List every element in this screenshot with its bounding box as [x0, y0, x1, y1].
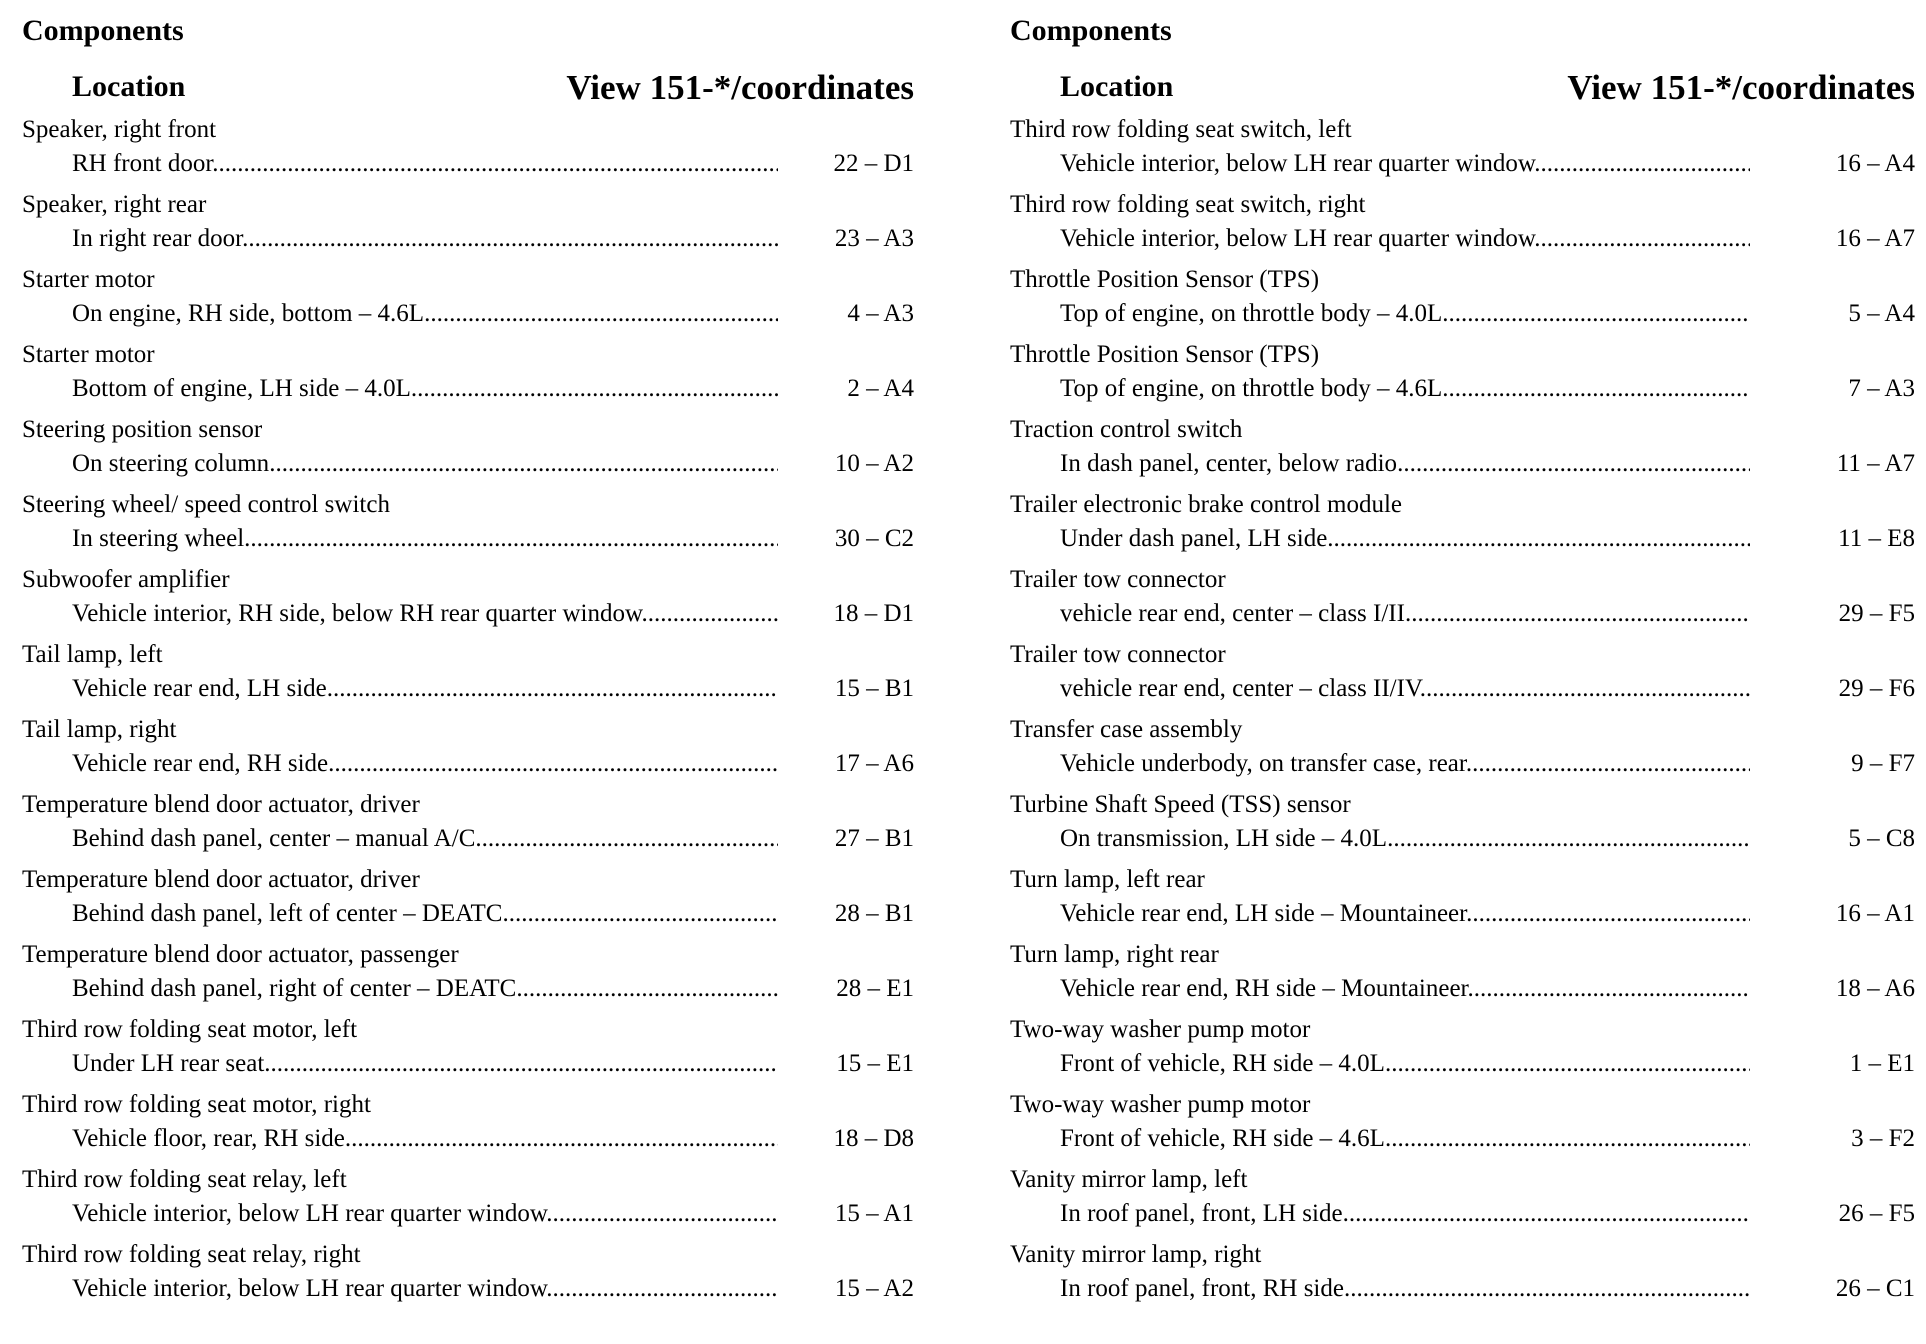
component-location: On engine, RH side, bottom – 4.6L ..... — [72, 298, 778, 330]
component-name: Traction control switch — [1010, 416, 1243, 443]
view-coordinate: 2 – A4 — [847, 375, 914, 402]
component-location: In roof panel, front, RH side ..... — [1060, 1273, 1750, 1305]
component-entry — [1010, 640, 1915, 715]
component-entry — [1010, 490, 1915, 565]
component-entry — [1010, 340, 1915, 415]
component-list — [1010, 115, 1915, 1315]
component-entry — [1010, 715, 1915, 790]
component-location: In roof panel, front, LH side ..... — [1060, 1198, 1750, 1230]
component-entry — [22, 490, 922, 565]
component-entry — [22, 1165, 922, 1240]
component-name: Third row folding seat relay, left — [22, 1166, 347, 1193]
component-location: RH front door ..... — [72, 148, 778, 180]
view-coordinate: 29 – F6 — [1838, 675, 1915, 702]
component-name: Vanity mirror lamp, left — [1010, 1166, 1248, 1193]
component-entry — [22, 115, 922, 190]
view-coordinate: 29 – F5 — [1838, 600, 1915, 627]
component-name: Throttle Position Sensor (TPS) — [1010, 341, 1320, 368]
component-location: Front of vehicle, RH side – 4.0L ..... — [1060, 1048, 1750, 1080]
component-location: Under LH rear seat ..... — [72, 1048, 778, 1080]
view-coordinate: 5 – C8 — [1848, 825, 1915, 852]
component-location: Vehicle rear end, LH side ..... — [72, 673, 778, 705]
component-entry — [1010, 1090, 1915, 1165]
component-name: Turn lamp, right rear — [1010, 941, 1219, 968]
view-coordinate: 18 – D1 — [833, 600, 914, 627]
component-entry — [22, 340, 922, 415]
component-location: Vehicle interior, below LH rear quarter window ..... — [1060, 148, 1750, 180]
component-entry — [1010, 865, 1915, 940]
component-name: Transfer case assembly — [1010, 716, 1243, 743]
component-location: Vehicle interior, below LH rear quarter window ..... — [72, 1198, 778, 1230]
component-entry — [1010, 415, 1915, 490]
component-name: Throttle Position Sensor (TPS) — [1010, 266, 1320, 293]
component-name: Steering position sensor — [22, 416, 263, 443]
section-title: Components — [1010, 14, 1172, 47]
component-name: Temperature blend door actuator, driver — [22, 866, 420, 893]
view-coordinate: 30 – C2 — [834, 525, 914, 552]
component-location: vehicle rear end, center – class I/II ..... — [1060, 598, 1750, 630]
component-location: Vehicle rear end, LH side – Mountaineer ..... — [1060, 898, 1750, 930]
component-entry — [22, 865, 922, 940]
component-name: Speaker, right rear — [22, 191, 207, 218]
view-coordinates-column-header: View 151-*/coordinates — [566, 68, 914, 107]
component-entry — [22, 715, 922, 790]
component-location: Under dash panel, LH side ..... — [1060, 523, 1750, 555]
component-location: Behind dash panel, right of center – DEATC ..... — [72, 973, 778, 1005]
component-location: In right rear door ..... — [72, 223, 778, 255]
component-name: Vanity mirror lamp, right — [1010, 1241, 1262, 1268]
component-location: Vehicle rear end, RH side ..... — [72, 748, 778, 780]
component-entry — [1010, 1165, 1915, 1240]
component-name: Third row folding seat motor, left — [22, 1016, 358, 1043]
component-entry — [1010, 115, 1915, 190]
component-entry — [22, 190, 922, 265]
view-coordinate: 9 – F7 — [1851, 750, 1915, 777]
component-name: Tail lamp, right — [22, 716, 177, 743]
component-location: Vehicle rear end, RH side – Mountaineer ..... — [1060, 973, 1750, 1005]
component-name: Turbine Shaft Speed (TSS) sensor — [1010, 791, 1351, 818]
component-name: Third row folding seat switch, right — [1010, 191, 1366, 218]
view-coordinate: 16 – A7 — [1835, 225, 1915, 252]
component-name: Speaker, right front — [22, 116, 217, 143]
component-name: Two-way washer pump motor — [1010, 1091, 1311, 1118]
view-coordinate: 16 – A4 — [1835, 150, 1915, 177]
component-name: Subwoofer amplifier — [22, 566, 230, 593]
view-coordinate: 11 – E8 — [1838, 525, 1915, 552]
component-location: In steering wheel ..... — [72, 523, 778, 555]
component-name: Third row folding seat relay, right — [22, 1241, 361, 1268]
component-name: Starter motor — [22, 266, 155, 293]
component-entry — [22, 565, 922, 640]
component-entry — [22, 640, 922, 715]
view-coordinate: 26 – C1 — [1835, 1275, 1915, 1302]
component-name: Third row folding seat motor, right — [22, 1091, 371, 1118]
component-list — [22, 115, 922, 1315]
view-coordinate: 7 – A3 — [1848, 375, 1915, 402]
view-coordinate: 16 – A1 — [1835, 900, 1915, 927]
component-entry — [22, 1015, 922, 1090]
component-location: On steering column ..... — [72, 448, 778, 480]
component-location: vehicle rear end, center – class II/IV ..... — [1060, 673, 1750, 705]
view-coordinate: 18 – A6 — [1835, 975, 1915, 1002]
component-name: Two-way washer pump motor — [1010, 1016, 1311, 1043]
component-location: Top of engine, on throttle body – 4.0L ..... — [1060, 298, 1750, 330]
view-coordinate: 28 – E1 — [836, 975, 914, 1002]
section-title: Components — [22, 14, 184, 47]
component-location: Vehicle interior, below LH rear quarter window ..... — [1060, 223, 1750, 255]
component-name: Starter motor — [22, 341, 155, 368]
component-location: On transmission, LH side – 4.0L ..... — [1060, 823, 1750, 855]
component-name: Steering wheel/ speed control switch — [22, 491, 390, 518]
component-location: Vehicle floor, rear, RH side ..... — [72, 1123, 778, 1155]
view-coordinate: 10 – A2 — [834, 450, 914, 477]
component-location: Vehicle underbody, on transfer case, rear ..... — [1060, 748, 1750, 780]
view-coordinate: 23 – A3 — [834, 225, 914, 252]
view-coordinate: 11 – A7 — [1836, 450, 1915, 477]
view-coordinate: 3 – F2 — [1851, 1125, 1915, 1152]
view-coordinate: 28 – B1 — [834, 900, 914, 927]
component-entry — [1010, 190, 1915, 265]
component-entry — [1010, 265, 1915, 340]
component-location: In dash panel, center, below radio ..... — [1060, 448, 1750, 480]
component-name: Trailer tow connector — [1010, 641, 1226, 668]
component-entry — [1010, 940, 1915, 1015]
component-entry — [1010, 565, 1915, 640]
component-name: Third row folding seat switch, left — [1010, 116, 1352, 143]
component-entry — [22, 265, 922, 340]
component-entry — [22, 790, 922, 865]
component-entry — [22, 1240, 922, 1315]
component-location: Bottom of engine, LH side – 4.0L ..... — [72, 373, 778, 405]
component-location: Behind dash panel, center – manual A/C ..... — [72, 823, 778, 855]
component-name: Temperature blend door actuator, driver — [22, 791, 420, 818]
location-column-header: Location — [72, 70, 186, 103]
view-coordinate: 15 – A1 — [834, 1200, 914, 1227]
view-coordinate: 22 – D1 — [833, 150, 914, 177]
component-name: Trailer electronic brake control module — [1010, 491, 1402, 518]
component-name: Tail lamp, left — [22, 641, 163, 668]
component-entry — [22, 940, 922, 1015]
view-coordinate: 1 – E1 — [1849, 1050, 1915, 1077]
component-entry — [1010, 1240, 1915, 1315]
view-coordinate: 15 – E1 — [836, 1050, 914, 1077]
component-location: Top of engine, on throttle body – 4.6L ..... — [1060, 373, 1750, 405]
location-column-header: Location — [1060, 70, 1174, 103]
view-coordinate: 18 – D8 — [833, 1125, 914, 1152]
component-name: Trailer tow connector — [1010, 566, 1226, 593]
view-coordinate: 27 – B1 — [834, 825, 914, 852]
component-location: Front of vehicle, RH side – 4.6L ..... — [1060, 1123, 1750, 1155]
view-coordinate: 17 – A6 — [834, 750, 914, 777]
component-entry — [22, 415, 922, 490]
component-entry — [22, 1090, 922, 1165]
component-name: Turn lamp, left rear — [1010, 866, 1205, 893]
view-coordinate: 15 – A2 — [834, 1275, 914, 1302]
view-coordinate: 5 – A4 — [1848, 300, 1915, 327]
component-location: Behind dash panel, left of center – DEATC ..... — [72, 898, 778, 930]
view-coordinate: 4 – A3 — [847, 300, 914, 327]
view-coordinate: 15 – B1 — [834, 675, 914, 702]
component-name: Temperature blend door actuator, passenger — [22, 941, 459, 968]
component-location: Vehicle interior, below LH rear quarter window ..... — [72, 1273, 778, 1305]
component-location: Vehicle interior, RH side, below RH rear quarter window ..... — [72, 598, 778, 630]
view-coordinate: 26 – F5 — [1838, 1200, 1915, 1227]
view-coordinates-column-header: View 151-*/coordinates — [1567, 68, 1915, 107]
component-entry — [1010, 790, 1915, 865]
component-entry — [1010, 1015, 1915, 1090]
